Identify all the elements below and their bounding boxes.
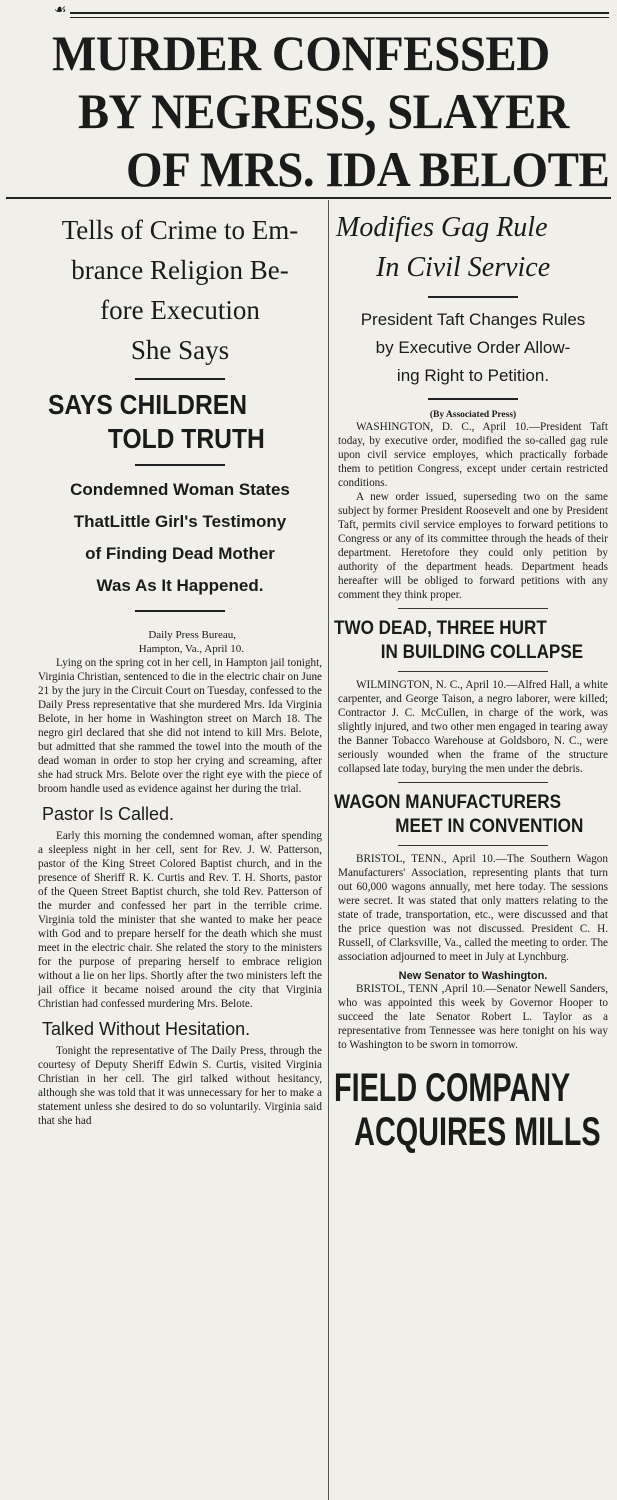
corner-mark-icon: ☙ xyxy=(54,3,67,18)
left-deck-3 xyxy=(34,474,326,602)
paragraph: WASHINGTON, D. C., April 10.—President Taft today, by executive order, modified the so-called gag rule upon civil service employes, which practically forbade them to petition Congress, except under certain restricted conditions. xyxy=(338,421,608,489)
deck-line: President Taft Changes Rules xyxy=(360,310,586,329)
left-deck-2 xyxy=(48,388,293,456)
article-body xyxy=(338,852,608,964)
deck-line: by Executive Order Allow- xyxy=(375,338,571,357)
deck-line: ThatLittle Girl's Testimony xyxy=(73,512,287,531)
deck-line: Condemned Woman States xyxy=(70,480,290,499)
headline-line-2: BY NEGRESS, SLAYER xyxy=(78,83,569,139)
article-body xyxy=(38,656,322,796)
headline-line: TWO DEAD, THREE HURT xyxy=(334,618,547,639)
paragraph: A new order issued, superseding two on the same subject by former President Roosevelt and one by President Taft, permits civil service employes to forward petitions to Congress or any of its committee through the heads of their department. Heretofore they could only petition by authority of the department heads. Department heads hereafter will be obliged to forward petitions with any comment they think proper. xyxy=(338,491,608,601)
deck-rule xyxy=(135,464,225,466)
paragraph: WILMINGTON, N. C., April 10.—Alfred Hall, a white carpenter, and George Taison, a negro laborer, were killed; Contractor J. C. McCullen, in charge of the work, was slightly injured, and two other men engaged in tearing away the Banner Tobacco Warehouse at Goldsboro, N. C., were seriously wounded when the frame of the structure collapsed late today, burying the men under the debris. xyxy=(338,679,608,775)
main-headline xyxy=(0,24,617,197)
headline-line: ACQUIRES MILLS xyxy=(354,1110,601,1154)
left-column xyxy=(34,200,326,1500)
paragraph: Lying on the spring cot in her cell, in Hampton jail tonight, Virginia Christian, sentenced to die in the electric chair on June 21 by the jury in the Circuit Court on Tuesday, confessed to the Daily Press representative that she murdered Mrs. Ida Virginia Belote, in her home in Washington street on March 18. The negro girl declared that she did not intend to kill Mrs. Belote, but admitted that she rammed the towel into the mouth of the dead woman in order to stop her crying and screaming, after she had struck Mrs. Belote over the right eye with the piece of broom handle used as evidence against her during the trial. xyxy=(38,657,323,795)
masthead-top-rule xyxy=(70,12,609,18)
left-deck-1 xyxy=(34,210,326,370)
dateline: Daily Press Bureau, xyxy=(148,629,236,641)
article-body xyxy=(38,829,322,1011)
paragraph: BRISTOL, TENN., April 10.—The Southern Wagon Manufacturers' Association, representing plants that turn out 60,000 wagons annually, met here today. The sessions were secret. It was stated that only matters relating to the state of trade, transportation, etc., were discussed and that the price question was not discussed. President C. H. Russell, of Clarksville, Va., called the meeting to order. The association adjourned to meet in July at Lynchburg. xyxy=(338,853,608,963)
deck-line: She Says xyxy=(130,335,230,365)
deck-line: SAYS CHILDREN xyxy=(48,389,247,420)
right-deck-2 xyxy=(334,306,612,390)
deck-line: fore Execution xyxy=(100,295,260,325)
right-column xyxy=(334,200,612,1500)
field-company-headline xyxy=(334,1066,601,1154)
byline: (By Associated Press) xyxy=(429,410,517,420)
deck-line: ing Right to Petition. xyxy=(396,366,550,385)
headline-rule xyxy=(6,197,611,199)
subhead: Pastor Is Called. xyxy=(42,804,175,824)
deck-rule xyxy=(135,378,225,380)
deck-line: Modifies Gag Rule xyxy=(336,212,548,243)
article-body xyxy=(338,982,608,1052)
headline-two-dead xyxy=(334,617,584,665)
deck-rule xyxy=(135,610,225,612)
right-deck-1 xyxy=(334,208,612,288)
headline-line: WAGON MANUFACTURERS xyxy=(334,792,562,813)
dateline-place: Hampton, Va., April 10. xyxy=(138,643,244,655)
deck-rule xyxy=(428,296,518,298)
deck-line: of Finding Dead Mother xyxy=(85,544,275,563)
deck-line: TOLD TRUTH xyxy=(107,423,265,454)
article-body xyxy=(338,678,608,776)
headline-line-3: OF MRS. IDA BELOTE xyxy=(126,141,610,197)
section-rule xyxy=(398,608,548,609)
paragraph: BRISTOL, TENN ,April 10.—Senator Newell Sanders, who was appointed this week by Governor Hooper to succeed the late Senator Robert L. Taylor as a representative from Tennessee was here tonight on his way to Washington to be sworn in tomorrow. xyxy=(338,983,608,1051)
subhead: New Senator to Washington. xyxy=(398,970,548,982)
column-divider xyxy=(328,200,329,1500)
headline-line: IN BUILDING COLLAPSE xyxy=(380,642,584,663)
deck-line: brance Religion Be- xyxy=(71,255,289,285)
article-body xyxy=(38,1044,322,1128)
deck-line: Was As It Happened. xyxy=(96,576,264,595)
headline-line-1: MURDER CONFESSED xyxy=(52,25,550,81)
section-rule xyxy=(398,845,548,846)
article-body xyxy=(338,420,608,602)
subhead: Talked Without Hesitation. xyxy=(42,1019,251,1039)
section-rule xyxy=(398,671,548,672)
deck-line: In Civil Service xyxy=(376,252,551,283)
paragraph: Early this morning the condemned woman, after spending a sleepless night in her cell, sent for Rev. J. W. Patterson, pastor of the King Street Colored Baptist church, and in the presence of Sheriff R. K. Curtis and Rev. T. H. Shorts, pastor of the Queen Street Baptist church, she told Rev. Patterson of the murder and confessed her part in the terrible crime. Virginia told the minister that she wanted to make her peace with God and to prepare herself for the death which she must meet in the electric chair. She related the story to the ministers for the purpose of preparing herself to embrace religion without a lie on her lips. Shortly after the two ministers left the jail office it became noised around the city that Virginia Christian had confessed murdering Mrs. Belote. xyxy=(38,830,322,1010)
headline-line: FIELD COMPANY xyxy=(334,1066,571,1110)
paragraph: Tonight the representative of The Daily Press, through the courtesy of Deputy Sheriff Edwin S. Curtis, visited Virginia Christian in her cell. The girl talked without hesitancy, although she was told that it was unnecessary for her to make a statement unless she desired to do so voluntarily. Virginia said that she had xyxy=(38,1045,322,1127)
headline-wagon xyxy=(334,791,584,839)
deck-rule xyxy=(428,398,518,400)
headline-line: MEET IN CONVENTION xyxy=(395,816,584,837)
deck-line: Tells of Crime to Em- xyxy=(61,215,299,245)
section-rule xyxy=(398,782,548,783)
